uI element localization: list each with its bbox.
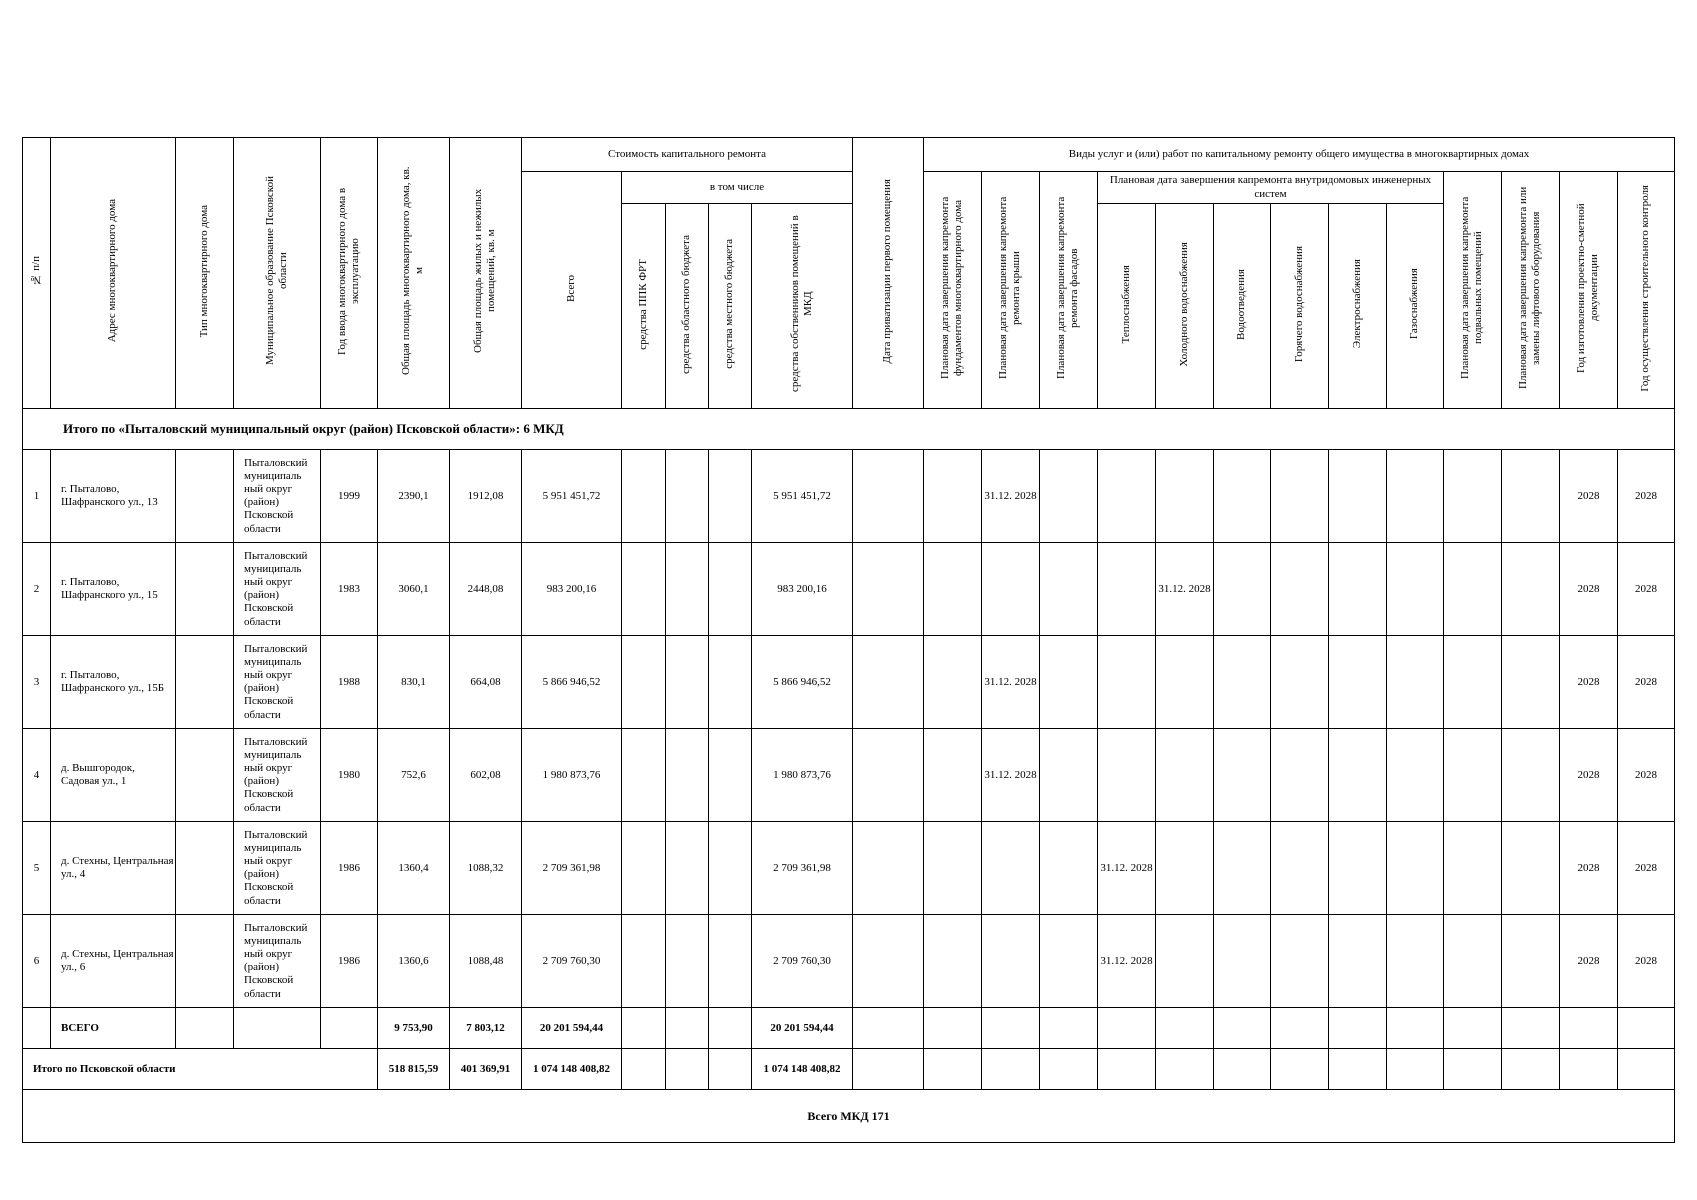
cell-cold-water — [1156, 450, 1214, 543]
cell-total-area: 752,6 — [378, 729, 450, 822]
cell-regional — [666, 822, 709, 915]
cell-local — [709, 636, 752, 729]
header-design-docs-year: Год изготовления проектно-сметной документации — [1560, 172, 1618, 409]
cell-address: д. Вышгородок, Садовая ул., 1 — [51, 729, 176, 822]
cell-municipality: Пыталовский муниципаль ный округ (район) Псковской области — [234, 636, 321, 729]
cell-type — [176, 450, 234, 543]
cell-electricity — [1329, 822, 1387, 915]
cell-facade — [1040, 822, 1098, 915]
cell-local — [709, 450, 752, 543]
cell-sewerage — [1214, 543, 1271, 636]
cell-elevator — [1502, 729, 1560, 822]
cell-hot-water — [1271, 543, 1329, 636]
cell-municipality: Пыталовский муниципаль ный округ (район) Псковской области — [234, 915, 321, 1008]
cell-sewerage — [1214, 915, 1271, 1008]
cell-hot-water — [1271, 450, 1329, 543]
region-cost-total: 1 074 148 408,82 — [522, 1049, 622, 1090]
cell-cost-total: 2 709 361,98 — [522, 822, 622, 915]
header-electricity: Электроснабжения — [1329, 204, 1387, 409]
cell-owners: 983 200,16 — [752, 543, 853, 636]
cell-priv — [853, 822, 924, 915]
cell-facade — [1040, 636, 1098, 729]
cell-priv — [853, 915, 924, 1008]
cell-total-area: 830,1 — [378, 636, 450, 729]
header-cost-group: Стоимость капитального ремонта — [522, 138, 853, 172]
cell-total-area: 1360,4 — [378, 822, 450, 915]
header-foundation: Плановая дата завершения капремонта фундаментов многоквартирного дома — [924, 172, 982, 409]
cell-owners: 5 951 451,72 — [752, 450, 853, 543]
cell-priv — [853, 450, 924, 543]
cell-local — [709, 543, 752, 636]
header-owners-funds: средства собственников помещений в МКД — [752, 204, 853, 409]
cell-address: д. Стехны, Центральная ул., 4 — [51, 822, 176, 915]
header-works-group: Виды услуг и (или) работ по капитальному ремонту общего имущества в многоквартирных домах — [924, 138, 1675, 172]
table-row — [23, 729, 1675, 822]
cell-year: 1983 — [321, 543, 378, 636]
header-living-area: Общая площадь жилых и нежилых помещений, кв. м — [450, 138, 522, 409]
cell-heating: 31.12. 2028 — [1098, 915, 1156, 1008]
cell-electricity — [1329, 543, 1387, 636]
cell-gas — [1387, 450, 1444, 543]
cell-cold-water — [1156, 636, 1214, 729]
cell-year: 1986 — [321, 822, 378, 915]
cell-hot-water — [1271, 822, 1329, 915]
cell-total-area: 1360,6 — [378, 915, 450, 1008]
cell-living-area: 602,08 — [450, 729, 522, 822]
region-total-row — [23, 1049, 1675, 1090]
document-page — [22, 137, 1674, 1143]
cell-cost-total: 1 980 873,76 — [522, 729, 622, 822]
cell-electricity — [1329, 450, 1387, 543]
header-construction-control-year: Год осуществления строительного контроля — [1618, 172, 1675, 409]
cell-cost-total: 5 866 946,52 — [522, 636, 622, 729]
cell-num: 3 — [23, 636, 51, 729]
cell-total-area: 3060,1 — [378, 543, 450, 636]
cell-basement — [1444, 822, 1502, 915]
table-row — [23, 822, 1675, 915]
cell-living-area: 2448,08 — [450, 543, 522, 636]
table-row — [23, 636, 1675, 729]
cell-address: г. Пыталово, Шафранского ул., 15 — [51, 543, 176, 636]
header-engineering-group: Плановая дата завершения капремонта внутридомовых инженерных систем — [1098, 172, 1444, 204]
header-hot-water: Горячего водоснабжения — [1271, 204, 1329, 409]
header-heating: Теплоснабжения — [1098, 204, 1156, 409]
cell-foundation — [924, 543, 982, 636]
cell-design-year: 2028 — [1560, 450, 1618, 543]
cell-type — [176, 915, 234, 1008]
cell-ppk — [622, 543, 666, 636]
header-year-commission: Год ввода многоквартирного дома в эксплуатацию — [321, 138, 378, 409]
cell-num: 4 — [23, 729, 51, 822]
header-facade: Плановая дата завершения капремонта ремонта фасадов — [1040, 172, 1098, 409]
cell-ppk — [622, 729, 666, 822]
header-elevator: Плановая дата завершения капремонта или замены лифтового оборудования — [1502, 172, 1560, 409]
cell-basement — [1444, 450, 1502, 543]
subtotal-total-area: 9 753,90 — [378, 1008, 450, 1049]
section-title-row — [23, 409, 1675, 450]
cell-electricity — [1329, 636, 1387, 729]
cell-priv — [853, 729, 924, 822]
header-total-area: Общая площадь многоквартирного дома, кв. м — [378, 138, 450, 409]
cell-cold-water — [1156, 915, 1214, 1008]
cell-foundation — [924, 915, 982, 1008]
cell-year: 1999 — [321, 450, 378, 543]
cell-elevator — [1502, 543, 1560, 636]
cell-regional — [666, 450, 709, 543]
cell-facade — [1040, 450, 1098, 543]
cell-regional — [666, 543, 709, 636]
header-local-budget: средства местного бюджета — [709, 204, 752, 409]
subtotal-row — [23, 1008, 1675, 1049]
cell-year: 1986 — [321, 915, 378, 1008]
region-owners: 1 074 148 408,82 — [752, 1049, 853, 1090]
section-title: Итого по «Пыталовский муниципальный округ (район) Псковской области»: 6 МКД — [23, 409, 1675, 450]
header-privatization-date: Дата приватизации первого помещения — [853, 138, 924, 409]
cell-total-area: 2390,1 — [378, 450, 450, 543]
cell-address: д. Стехны, Центральная ул., 6 — [51, 915, 176, 1008]
table-row — [23, 450, 1675, 543]
region-total-area: 518 815,59 — [378, 1049, 450, 1090]
cell-gas — [1387, 729, 1444, 822]
cell-municipality: Пыталовский муниципаль ный округ (район) Псковской области — [234, 822, 321, 915]
header-type: Тип многоквартирного дома — [176, 138, 234, 409]
cell-type — [176, 636, 234, 729]
cell-local — [709, 822, 752, 915]
cell-year: 1988 — [321, 636, 378, 729]
cell-ppk — [622, 636, 666, 729]
cell-foundation — [924, 822, 982, 915]
grand-total-label: Всего МКД 171 — [23, 1090, 1675, 1143]
cell-design-year: 2028 — [1560, 915, 1618, 1008]
cell-foundation — [924, 636, 982, 729]
cell-sewerage — [1214, 729, 1271, 822]
cell-basement — [1444, 915, 1502, 1008]
cell-type — [176, 729, 234, 822]
cell-facade — [1040, 915, 1098, 1008]
cell-roof: 31.12. 2028 — [982, 729, 1040, 822]
cell-living-area: 1088,32 — [450, 822, 522, 915]
cell-roof — [982, 822, 1040, 915]
cell-heating — [1098, 636, 1156, 729]
cell-owners: 5 866 946,52 — [752, 636, 853, 729]
cell-sewerage — [1214, 450, 1271, 543]
cell-roof: 31.12. 2028 — [982, 636, 1040, 729]
cell-gas — [1387, 822, 1444, 915]
subtotal-cost-total: 20 201 594,44 — [522, 1008, 622, 1049]
cell-owners: 2 709 760,30 — [752, 915, 853, 1008]
cell-control-year: 2028 — [1618, 822, 1675, 915]
cell-design-year: 2028 — [1560, 729, 1618, 822]
header-including: в том числе — [622, 172, 853, 204]
cell-living-area: 1912,08 — [450, 450, 522, 543]
cell-year: 1980 — [321, 729, 378, 822]
cell-heating: 31.12. 2028 — [1098, 822, 1156, 915]
header-regional-budget: средства областного бюджета — [666, 204, 709, 409]
cell-regional — [666, 636, 709, 729]
cell-ppk — [622, 822, 666, 915]
cell-elevator — [1502, 822, 1560, 915]
header-cost-total: Всего — [522, 172, 622, 409]
cell-ppk — [622, 915, 666, 1008]
cell-num: 1 — [23, 450, 51, 543]
cell-basement — [1444, 636, 1502, 729]
cell-cold-water — [1156, 729, 1214, 822]
cell-cold-water — [1156, 822, 1214, 915]
header-address: Адрес многоквартирного дома — [51, 138, 176, 409]
cell-electricity — [1329, 729, 1387, 822]
cell-facade — [1040, 729, 1098, 822]
cell-living-area: 664,08 — [450, 636, 522, 729]
cell-control-year: 2028 — [1618, 543, 1675, 636]
cell-gas — [1387, 915, 1444, 1008]
header-ppk-frt: средства ППК ФРТ — [622, 204, 666, 409]
cell-hot-water — [1271, 915, 1329, 1008]
cell-cost-total: 5 951 451,72 — [522, 450, 622, 543]
cell-facade — [1040, 543, 1098, 636]
cell-heating — [1098, 729, 1156, 822]
header-municipality: Муниципальное образование Псковской области — [234, 138, 321, 409]
subtotal-label: ВСЕГО — [51, 1008, 176, 1049]
cell-address: г. Пыталово, Шафранского ул., 13 — [51, 450, 176, 543]
cell-electricity — [1329, 915, 1387, 1008]
cell-control-year: 2028 — [1618, 915, 1675, 1008]
cell-hot-water — [1271, 729, 1329, 822]
cell-num: 6 — [23, 915, 51, 1008]
subtotal-owners: 20 201 594,44 — [752, 1008, 853, 1049]
cell-gas — [1387, 636, 1444, 729]
region-total-label: Итого по Псковской области — [23, 1049, 378, 1090]
cell-regional — [666, 915, 709, 1008]
cell-cold-water: 31.12. 2028 — [1156, 543, 1214, 636]
cell-design-year: 2028 — [1560, 636, 1618, 729]
cell-foundation — [924, 450, 982, 543]
cell-regional — [666, 729, 709, 822]
cell-cost-total: 983 200,16 — [522, 543, 622, 636]
cell-heating — [1098, 450, 1156, 543]
cell-design-year: 2028 — [1560, 543, 1618, 636]
cell-owners: 1 980 873,76 — [752, 729, 853, 822]
cell-roof — [982, 915, 1040, 1008]
cell-type — [176, 543, 234, 636]
header-row-1 — [23, 138, 1675, 172]
cell-heating — [1098, 543, 1156, 636]
header-basement: Плановая дата завершения капремонта подвальных помещений — [1444, 172, 1502, 409]
cell-priv — [853, 636, 924, 729]
cell-cost-total: 2 709 760,30 — [522, 915, 622, 1008]
cell-sewerage — [1214, 822, 1271, 915]
header-num: № п/п — [23, 138, 51, 409]
cell-elevator — [1502, 636, 1560, 729]
cell-municipality: Пыталовский муниципаль ный округ (район) Псковской области — [234, 450, 321, 543]
header-gas: Газоснабжения — [1387, 204, 1444, 409]
cell-local — [709, 729, 752, 822]
cell-ppk — [622, 450, 666, 543]
cell-design-year: 2028 — [1560, 822, 1618, 915]
header-cold-water: Холодного водоснабжения — [1156, 204, 1214, 409]
grand-total-row — [23, 1090, 1675, 1143]
header-sewerage: Водоотведения — [1214, 204, 1271, 409]
cell-sewerage — [1214, 636, 1271, 729]
cell-type — [176, 822, 234, 915]
capital-repair-table — [22, 137, 1675, 1143]
cell-elevator — [1502, 450, 1560, 543]
table-row — [23, 915, 1675, 1008]
cell-num: 5 — [23, 822, 51, 915]
cell-elevator — [1502, 915, 1560, 1008]
cell-owners: 2 709 361,98 — [752, 822, 853, 915]
cell-roof — [982, 543, 1040, 636]
cell-roof: 31.12. 2028 — [982, 450, 1040, 543]
cell-living-area: 1088,48 — [450, 915, 522, 1008]
cell-control-year: 2028 — [1618, 729, 1675, 822]
cell-control-year: 2028 — [1618, 450, 1675, 543]
cell-basement — [1444, 729, 1502, 822]
region-living-area: 401 369,91 — [450, 1049, 522, 1090]
cell-gas — [1387, 543, 1444, 636]
cell-basement — [1444, 543, 1502, 636]
table-row — [23, 543, 1675, 636]
cell-priv — [853, 543, 924, 636]
subtotal-living-area: 7 803,12 — [450, 1008, 522, 1049]
cell-foundation — [924, 729, 982, 822]
cell-num: 2 — [23, 543, 51, 636]
cell-hot-water — [1271, 636, 1329, 729]
cell-municipality: Пыталовский муниципаль ный округ (район) Псковской области — [234, 543, 321, 636]
header-roof: Плановая дата завершения капремонта ремонта крыши — [982, 172, 1040, 409]
cell-local — [709, 915, 752, 1008]
cell-municipality: Пыталовский муниципаль ный округ (район) Псковской области — [234, 729, 321, 822]
cell-address: г. Пыталово, Шафранского ул., 15Б — [51, 636, 176, 729]
cell-control-year: 2028 — [1618, 636, 1675, 729]
